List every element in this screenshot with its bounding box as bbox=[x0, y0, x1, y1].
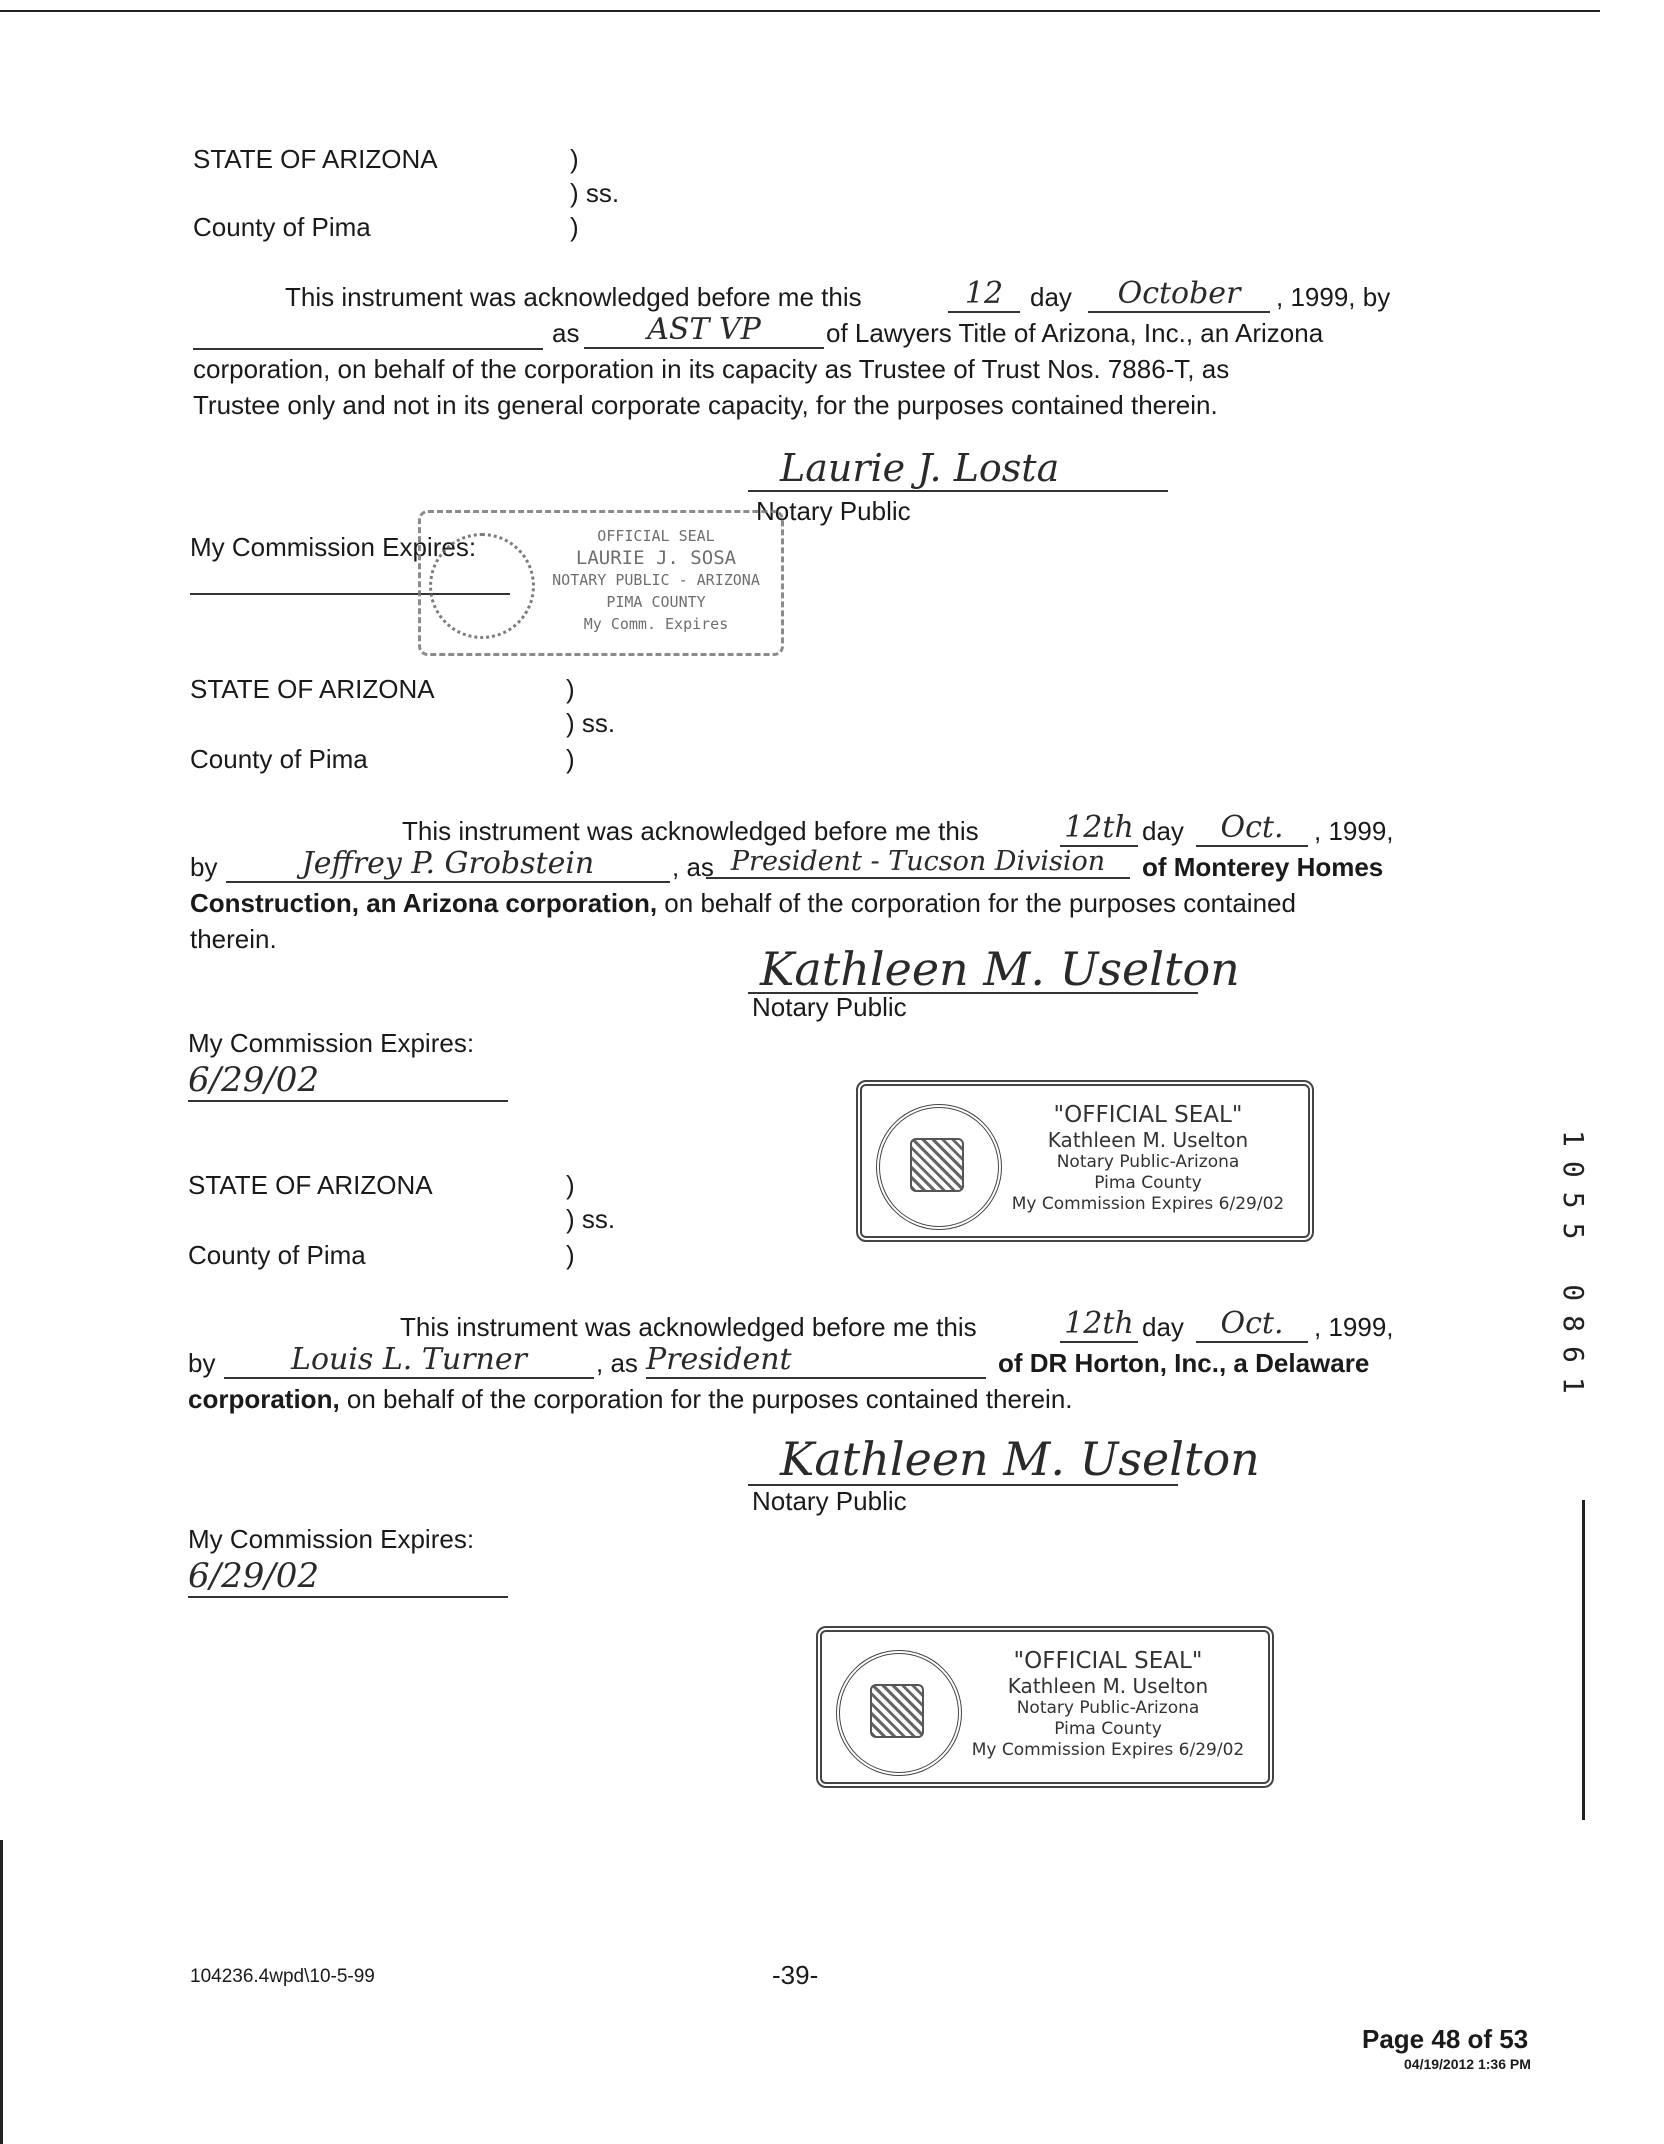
day-word: day bbox=[1030, 282, 1072, 312]
signer-value: Jeffrey P. Grobstein bbox=[226, 846, 670, 883]
commission-value: 6/29/02 bbox=[188, 1556, 508, 1598]
seal-line: Notary Public-Arizona bbox=[1056, 1152, 1240, 1172]
seal-line: Pima County bbox=[1094, 1173, 1202, 1193]
commission-label: My Commission Expires: bbox=[188, 1028, 475, 1058]
notary-seal-faint bbox=[418, 510, 784, 656]
seal-line: Notary Public-Arizona bbox=[1016, 1698, 1200, 1718]
seal-line: Pima County bbox=[1054, 1719, 1162, 1739]
county-label: County of Pima bbox=[188, 1240, 366, 1270]
seal-line: My Comm. Expires bbox=[583, 615, 729, 633]
day-word: day bbox=[1142, 816, 1184, 846]
year-text: , 1999, by bbox=[1276, 282, 1391, 312]
signature-line bbox=[748, 490, 1168, 492]
body-line: Trustee only and not in its general corporate capacity, for the purposes contained therein. bbox=[193, 390, 1218, 420]
by-word: by bbox=[188, 1348, 216, 1378]
title-value: President bbox=[646, 1342, 986, 1379]
seal-line: My Commission Expires 6/29/02 bbox=[971, 1740, 1245, 1760]
bracket: ) bbox=[570, 144, 579, 174]
body-line bbox=[190, 888, 1296, 918]
year-text: , 1999, bbox=[1314, 816, 1394, 846]
bracket: ) bbox=[566, 1170, 575, 1200]
state-label: STATE OF ARIZONA bbox=[188, 1170, 433, 1200]
state-label: STATE OF ARIZONA bbox=[193, 144, 438, 174]
body-line: corporation, on behalf of the corporation in its capacity as Trustee of Trust Nos. 7886-T, as bbox=[193, 354, 1230, 384]
day-value: 12th bbox=[1060, 810, 1138, 847]
signer-value: Louis L. Turner bbox=[224, 1342, 594, 1379]
official-seal bbox=[856, 1080, 1314, 1242]
recording-stamp: 1055 0861 bbox=[1557, 1130, 1590, 1408]
state-seal-emblem-icon bbox=[836, 1650, 962, 1776]
month-value: Oct. bbox=[1196, 810, 1308, 847]
company-text: of Monterey Homes bbox=[1142, 852, 1384, 882]
bracket: ) bbox=[566, 1240, 575, 1270]
signer-signature bbox=[193, 312, 543, 350]
ss-bracket: ) ss. bbox=[566, 1204, 616, 1234]
seal-title: "OFFICIAL SEAL" bbox=[1053, 1102, 1243, 1128]
body-bold: Construction, an Arizona corporation, bbox=[190, 888, 658, 918]
official-seal bbox=[816, 1626, 1274, 1788]
page-of: Page 48 of 53 bbox=[1362, 2024, 1529, 2054]
county-label: County of Pima bbox=[193, 212, 371, 242]
notary-label: Notary Public bbox=[756, 496, 911, 526]
body-rest: on behalf of the corporation for the purposes contained therein. bbox=[346, 1384, 1073, 1414]
seal-line: LAURIE J. SOSA bbox=[575, 547, 737, 569]
as-word: , as bbox=[596, 1348, 638, 1378]
notary-label: Notary Public bbox=[752, 992, 907, 1022]
month-value: Oct. bbox=[1196, 1306, 1308, 1343]
seal-emblem-icon bbox=[429, 533, 535, 639]
commission-label: My Commission Expires: bbox=[190, 532, 477, 562]
body-bold: corporation, bbox=[188, 1384, 340, 1414]
ss-bracket: ) ss. bbox=[566, 708, 616, 738]
as-word: , as bbox=[672, 852, 714, 882]
day-value: 12th bbox=[1060, 1306, 1138, 1343]
ss-bracket: ) ss. bbox=[570, 178, 620, 208]
notary-signature: Laurie J. Losta bbox=[780, 446, 1060, 490]
left-edge-line bbox=[0, 1840, 3, 2144]
company-text: of Lawyers Title of Arizona, Inc., an Arizona bbox=[826, 318, 1324, 348]
seal-name: Kathleen M. Uselton bbox=[1007, 1674, 1209, 1698]
commission-value: 6/29/02 bbox=[188, 1060, 508, 1102]
commission-label: My Commission Expires: bbox=[188, 1524, 475, 1554]
month-value: October bbox=[1088, 276, 1270, 313]
title-value: AST VP bbox=[584, 312, 824, 349]
state-seal-emblem-icon bbox=[876, 1104, 1002, 1230]
ack-text: This instrument was acknowledged before me this bbox=[285, 282, 862, 312]
side-rule bbox=[1582, 1500, 1585, 1820]
bracket: ) bbox=[570, 212, 579, 242]
seal-line: My Commission Expires 6/29/02 bbox=[1011, 1194, 1285, 1214]
seal-line: OFFICIAL SEAL bbox=[597, 527, 715, 545]
day-value: 12 bbox=[948, 276, 1020, 313]
body-line bbox=[188, 1384, 1073, 1414]
bracket: ) bbox=[566, 674, 575, 704]
year-text: , 1999, bbox=[1314, 1312, 1394, 1342]
seal-line: NOTARY PUBLIC - ARIZONA bbox=[552, 571, 760, 589]
bracket: ) bbox=[566, 744, 575, 774]
day-word: day bbox=[1142, 1312, 1184, 1342]
as-word: as bbox=[552, 318, 580, 348]
county-label: County of Pima bbox=[190, 744, 368, 774]
seal-title: "OFFICIAL SEAL" bbox=[1013, 1648, 1203, 1674]
ack-text: This instrument was acknowledged before me this bbox=[400, 1312, 977, 1342]
by-word: by bbox=[190, 852, 218, 882]
page-number: -39- bbox=[772, 1960, 819, 1990]
seal-name: Kathleen M. Uselton bbox=[1047, 1128, 1249, 1152]
state-label: STATE OF ARIZONA bbox=[190, 674, 435, 704]
title-value: President - Tucson Division bbox=[706, 846, 1130, 879]
notary-signature: Kathleen M. Uselton bbox=[760, 942, 1240, 996]
top-border-line bbox=[0, 10, 1600, 12]
doc-reference: 104236.4wpd\10-5-99 bbox=[190, 1966, 375, 1987]
ack-text: This instrument was acknowledged before me this bbox=[402, 816, 979, 846]
timestamp: 04/19/2012 1:36 PM bbox=[1404, 2056, 1531, 2072]
body-line: therein. bbox=[190, 924, 277, 954]
company-text: of DR Horton, Inc., a Delaware bbox=[998, 1348, 1370, 1378]
body-rest: on behalf of the corporation for the purposes contained bbox=[664, 888, 1296, 918]
notary-signature: Kathleen M. Uselton bbox=[780, 1432, 1260, 1486]
notary-label: Notary Public bbox=[752, 1486, 907, 1516]
seal-line: PIMA COUNTY bbox=[606, 593, 706, 611]
